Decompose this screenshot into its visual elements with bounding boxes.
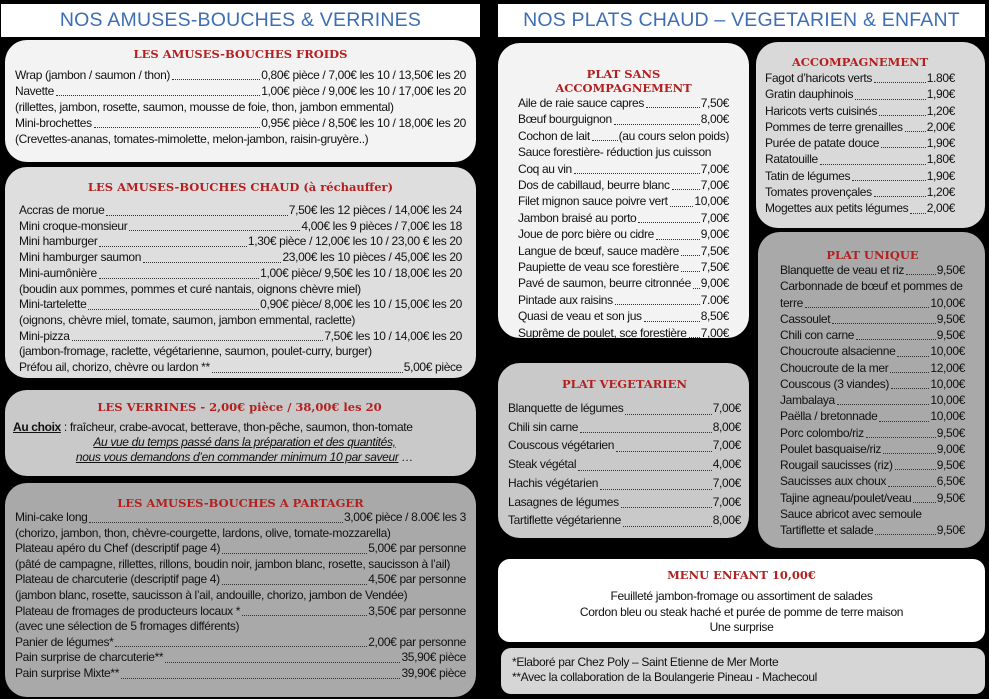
menu-item (508, 511, 741, 530)
item-description: Sauce abricot avec semoule (780, 506, 922, 521)
item-price: 8,00€ (712, 419, 741, 434)
item-price: 1,30€ pièce / 12,00€ les 10 / 23,00 € les 20 (247, 234, 462, 249)
section-plat-unique (758, 232, 985, 548)
item-price: 35,90€ pièce (401, 650, 466, 665)
item-description: Sauce forestière- réduction jus cuisson (518, 145, 712, 160)
item-price: 10,00€ (930, 409, 965, 424)
verrines-note-1 (13, 435, 466, 450)
item-name: Plateau apéro du Chef (descriptif page 4) (15, 541, 221, 556)
item-name: Gratin dauphinois (765, 87, 854, 102)
item-name: Panier de légumes* (15, 634, 114, 649)
item-description: (jambon blanc, rosette, saucisson à l’ail, andouille, chorizo, jambon de Vendée) (15, 587, 408, 602)
item-price: 7,50€ les 10 / 14,00€ les 20 (324, 328, 462, 343)
menu-item (15, 67, 466, 83)
item-price: 7,00€ (700, 161, 729, 176)
section-amuses-bouches-froids (5, 40, 476, 162)
menu-item (780, 522, 965, 538)
item-name: Steak végétal (508, 457, 577, 472)
item-name: Wrap (jambon / saumon / thon) (15, 68, 171, 82)
item-description: (boudin aux pommes, pommes et curé nantais, oignons chèvre miel) (19, 281, 361, 296)
menu-item (19, 234, 462, 250)
menu-item (19, 329, 462, 345)
dot-leader (693, 288, 700, 289)
item-name: Rougail saucisses (riz) (780, 458, 893, 472)
item-name: Mini-cake long (15, 510, 88, 524)
item-name: Couscous (3 viandes) (780, 376, 890, 391)
item-price: 10,00€ (930, 344, 965, 359)
menu-item (518, 161, 729, 177)
dot-leader (121, 678, 400, 679)
section-title: LES AMUSES-BOUCHES FROIDS (133, 47, 348, 61)
item-name: Dos de cabillaud, beurre blanc (518, 178, 670, 193)
section-plat-sans-accompagnement (498, 43, 749, 338)
dot-leader (212, 372, 403, 373)
item-description: Feuilleté jambon-fromage ou assortiment de salades (610, 589, 873, 603)
item-price: 3,00€ pièce / 8.00€ les 3 (343, 510, 466, 524)
item-name: Couscous végétarien (508, 438, 615, 453)
dot-leader (881, 147, 926, 148)
item-price: 1,00€ pièce/ 9,50€ les 10 / 18,00€ les 20 (260, 265, 462, 280)
item-price: 10,00€ (694, 194, 729, 209)
dot-leader (644, 321, 700, 322)
item-name: Tomates provençales (765, 185, 872, 200)
dot-leader (910, 213, 925, 214)
dot-leader (580, 432, 712, 433)
item-description: *Elaboré par Chez Poly – Saint Etienne de Mer Morte (512, 655, 779, 669)
dot-leader (615, 304, 700, 305)
menu-item (508, 399, 741, 418)
dot-leader (56, 95, 260, 96)
dot-leader (879, 421, 929, 422)
item-name: Pavé de saumon, beurre citronnée (518, 276, 691, 291)
item-name: Poulet basquaise/riz (780, 441, 882, 456)
dot-leader (165, 662, 400, 663)
dot-leader (879, 115, 926, 116)
dot-leader (592, 140, 618, 141)
dot-leader (99, 278, 259, 279)
menu-item (780, 327, 965, 343)
item-description: **Avec la collaboration de la Boulangerie Pineau - Machecoul (512, 669, 817, 684)
item-price: 10,00€ (930, 376, 965, 391)
item-price: 9,50€ (936, 490, 965, 505)
item-price: 9,00€ (700, 276, 729, 291)
dot-leader (897, 356, 929, 357)
item-price: 1,20€ (926, 185, 955, 200)
choix-label: Au choix (13, 420, 61, 434)
section-title: PLAT VEGETARIEN (562, 377, 687, 391)
item-price: 3,50€ par personne (368, 603, 466, 618)
dot-leader (875, 534, 935, 535)
dot-leader (856, 339, 936, 340)
menu-item (780, 408, 965, 424)
item-name: Mini croque-monsieur (19, 218, 128, 233)
item-price: 9,50€ (936, 263, 965, 277)
menu-item (508, 493, 741, 512)
item-price: 7,00€ (700, 178, 729, 193)
dot-leader (832, 323, 936, 324)
menu-item (765, 119, 955, 135)
item-price: 12,00€ (930, 360, 965, 375)
item-name: Chili sin carne (508, 419, 579, 434)
item-name: Pain surprise de charcuterie** (15, 650, 164, 665)
menu-item (780, 425, 965, 441)
section-title: ACCOMPAGNEMENT (791, 55, 929, 69)
item-name: Chili con carne (780, 328, 855, 342)
menu-item (15, 572, 466, 588)
dot-leader (890, 372, 929, 373)
item-name: Cochon de lait (518, 128, 590, 143)
menu-item (780, 295, 965, 311)
menu-item (780, 457, 965, 473)
dot-leader (905, 131, 926, 132)
item-price: 8,00€ (712, 513, 741, 528)
menu-item (780, 343, 965, 359)
item-description: (rillettes, jambon, rosette, saumon, mousse de foie, thon, jambon emmental) (15, 100, 394, 114)
menu-item (518, 275, 729, 291)
menu-item (518, 111, 729, 127)
menu-item (765, 200, 955, 216)
item-name: Cassoulet (780, 311, 831, 326)
menu-item (518, 325, 729, 341)
item-price: 7,50€ (700, 243, 729, 258)
item-name: Mini-pizza (19, 328, 70, 343)
item-name: Purée de patate douce (765, 136, 880, 151)
dot-leader (222, 553, 367, 554)
item-price: 7,00€ (712, 438, 741, 453)
section-title: LES AMUSES-BOUCHES A PARTAGER (117, 496, 364, 510)
dot-leader (72, 340, 324, 341)
item-description: Cordon bleu ou steak haché et purée de pomme de terre maison (579, 604, 904, 619)
section-footnotes (501, 648, 985, 694)
item-name: Mini hamburger saumon (19, 250, 142, 265)
menu-item (19, 266, 462, 282)
menu-item (765, 86, 955, 102)
item-price: 7,00€ (712, 475, 741, 490)
item-name: Pintade aux raisins (518, 292, 613, 307)
dot-leader (805, 307, 929, 308)
item-name: Préfou ail, chorizo, chèvre ou lardon ** (19, 360, 210, 375)
item-price: 7,50€ les 12 pièces / 14,00€ les 24 (288, 203, 462, 217)
menu-item (19, 219, 462, 235)
menu-item (518, 226, 729, 242)
item-price: 0,80€ pièce / 7,00€ les 10 / 13,50€ les 20 (261, 68, 466, 82)
verrines-note-2 (13, 450, 466, 465)
dot-leader (820, 164, 926, 165)
dot-leader (866, 437, 936, 438)
menu-item (19, 203, 462, 219)
dot-leader (681, 255, 700, 256)
section-title: LES VERRINES - 2,00€ pièce / 38,00€ les 20 (97, 400, 382, 414)
dot-leader (623, 526, 712, 527)
menu-item (780, 376, 965, 392)
menu-item (780, 490, 965, 506)
item-name: Tajine agneau/poulet/veau (780, 490, 912, 505)
menu-item (19, 250, 462, 266)
item-name: Joue de porc bière ou cidre (518, 227, 654, 242)
item-name: Filet mignon sauce poivre vert (518, 194, 668, 209)
item-name: Blanquette de veau et riz (780, 263, 905, 277)
dot-leader (891, 388, 929, 389)
menu-item (508, 436, 741, 455)
menu-item (15, 510, 466, 526)
item-name: Ratatouille (765, 152, 818, 167)
menu-item (518, 128, 729, 144)
dot-leader (895, 469, 936, 470)
item-price: 2,00€ (926, 119, 955, 134)
dot-leader (242, 615, 367, 616)
item-price: 7,50€ (700, 260, 729, 275)
dot-leader (578, 470, 712, 471)
item-description: (avec une sélection de 5 fromages différents) (15, 619, 240, 634)
menu-item (15, 666, 466, 682)
item-price: 7,00€ (712, 401, 741, 415)
menu-item (518, 243, 729, 259)
dot-leader (143, 262, 281, 263)
item-name: Tartiflette et salade (780, 523, 874, 537)
dot-leader (222, 584, 367, 585)
item-description: (Crevettes-ananas, tomates-mimolette, melon-jambon, raisin-gruyère..) (15, 132, 369, 146)
item-price: 7,00€ (700, 325, 729, 340)
menu-item (518, 308, 729, 324)
dot-leader (638, 222, 699, 223)
note-tail: … (398, 450, 414, 464)
menu-item (518, 193, 729, 209)
menu-item (780, 311, 965, 327)
item-name: Suprême de poulet, sce forestière (518, 325, 687, 340)
dot-leader (106, 215, 287, 216)
item-name: Langue de bœuf, sauce madère (518, 243, 679, 258)
dot-leader (646, 107, 700, 108)
dot-leader (874, 196, 926, 197)
dot-leader (129, 230, 300, 231)
dot-leader (88, 309, 259, 310)
item-price: 8,00€ (700, 112, 729, 127)
note-text: Au vue du temps passé dans la préparation et des quantités, (93, 435, 396, 449)
section-title: PLAT UNIQUE (826, 248, 919, 262)
section-title: PLAT SANS ACCOMPAGNEMENT (555, 67, 692, 95)
menu-item (765, 103, 955, 119)
item-name: Coq au vin (518, 161, 572, 176)
header-plats-chauds: NOS PLATS CHAUD – VEGETARIEN & ENFANT (498, 4, 985, 37)
choix-text: : fraîcheur, crabe-avocat, betterave, thon-pêche, saumon, thon-tomate (60, 420, 413, 434)
dot-leader (888, 486, 936, 487)
dot-leader (670, 206, 694, 207)
menu-item (15, 635, 466, 651)
menu-item (780, 392, 965, 408)
menu-item (765, 151, 955, 167)
item-price: 0,95€ pièce / 8,50€ les 10 / 18,00€ les 20 (261, 116, 466, 130)
item-name: Choucroute de la mer (780, 360, 889, 375)
item-price: 5,00€ pièce (403, 360, 462, 375)
item-name: Choucroute alsacienne (780, 344, 896, 359)
item-price: 9,50€ (936, 311, 965, 326)
item-name: Saucisses aux choux (780, 474, 887, 489)
menu-item (508, 455, 741, 474)
dot-leader (883, 453, 936, 454)
item-name: Tatin de légumes (765, 168, 851, 183)
item-name: Pommes de terre grenailles (765, 119, 903, 134)
dot-leader (625, 414, 711, 415)
item-name: Jambalaya (780, 393, 835, 407)
note-text: nous vous demandons d’en commander minimum 10 par saveur (75, 450, 399, 464)
item-description: (pâté de campagne, rillettes, rillons, boudin noir, jambon blanc, rosette, saucisson à l’ail) (15, 556, 451, 571)
item-name: Paëlla / bretonnade (780, 409, 878, 424)
item-price: 9,50€ (936, 523, 965, 537)
menu-item (765, 135, 955, 151)
item-name: Blanquette de légumes (508, 401, 624, 415)
menu-item (780, 473, 965, 489)
item-price: 5,00€ par personne (368, 541, 466, 556)
dot-leader (614, 124, 700, 125)
item-price: 0,90€ pièce/ 8,00€ les 10 / 15,00€ les 20 (260, 297, 462, 312)
item-price: 23,00€ les 10 pièces / 45,00€ les 20 (282, 250, 462, 265)
dot-leader (913, 502, 935, 503)
dot-leader (837, 404, 930, 405)
item-name: Quasi de veau et son jus (518, 309, 642, 324)
menu-item (15, 115, 466, 131)
menu-item (15, 541, 466, 557)
menu-item (508, 474, 741, 493)
item-price: 7.00€ (700, 292, 729, 307)
item-price: 4,00€ (712, 457, 741, 472)
item-price: 1,80€ (926, 152, 955, 167)
dot-leader (855, 99, 926, 100)
dot-leader (681, 271, 700, 272)
item-name: Aile de raie sauce capres (518, 96, 644, 110)
item-name: Mogettes aux petits légumes (765, 201, 909, 216)
item-price: 9,50€ (936, 425, 965, 440)
menu-item (780, 262, 965, 278)
menu-item (518, 210, 729, 226)
item-price: 1,00€ pièce / 9,00€ les 10 / 17,00€ les 20 (261, 84, 466, 98)
item-price: (au cours selon poids) (618, 128, 729, 143)
item-description: Une surprise (709, 620, 774, 634)
item-price: 4,00€ les 9 pièces / 7,00€ les 18 (301, 218, 462, 233)
item-name: Jambon braisé au porto (518, 210, 637, 225)
section-amuses-bouches-chaud (5, 167, 476, 378)
menu-item (15, 83, 466, 99)
item-price: 39,90€ pièce (401, 665, 466, 680)
dot-leader (672, 189, 700, 190)
menu-item (765, 168, 955, 184)
section-title: MENU ENFANT 10,00€ (667, 568, 816, 582)
section-verrines (5, 390, 476, 476)
dot-leader (89, 522, 343, 523)
dot-leader (906, 274, 936, 275)
menu-item (518, 259, 729, 275)
item-price: 9,00€ (700, 227, 729, 242)
item-price: 7,00€ (712, 494, 741, 509)
dot-leader (115, 646, 367, 647)
item-price: 1,90€ (926, 136, 955, 151)
dot-leader (94, 127, 260, 128)
item-description: (jambon-fromage, raclette, végétarienne, saumon, poulet-curry, burger) (19, 344, 372, 359)
item-price: 9,50€ (936, 328, 965, 342)
menu-item (15, 650, 466, 666)
item-price: 1,20€ (926, 103, 955, 118)
item-name: Mini-tartelette (19, 297, 87, 312)
item-price: 2,00€ par personne (368, 634, 466, 649)
menu-item (780, 441, 965, 457)
dot-leader (852, 180, 926, 181)
item-price: 9,00€ (936, 441, 965, 456)
menu-item (15, 604, 466, 620)
dot-leader (600, 489, 712, 490)
menu-item (518, 95, 729, 111)
item-price: 10,00€ (930, 295, 965, 310)
item-description: (chorizo, jambon, thon, chèvre-courgette, lardons, olive, tomate-mozzarella) (15, 525, 391, 540)
dot-leader (874, 82, 926, 83)
section-plat-vegetarien (498, 363, 749, 538)
item-name: Haricots verts cuisinés (765, 103, 877, 118)
menu-item (780, 360, 965, 376)
item-name: Bœuf bourguignon (518, 112, 612, 127)
section-title: LES AMUSES-BOUCHES CHAUD (à réchauffer) (87, 180, 394, 194)
menu-item (765, 70, 955, 86)
item-price: 4,50€ par personne (368, 572, 466, 587)
dot-leader (99, 246, 246, 247)
item-name: Tartiflette végétarienne (508, 513, 622, 528)
item-price: 1,90€ (926, 87, 955, 102)
menu-item (518, 292, 729, 308)
item-price: 9,50€ (936, 458, 965, 472)
dot-leader (689, 337, 700, 338)
item-name: Mini hamburger (19, 234, 98, 249)
dot-leader (574, 173, 700, 174)
item-name: Pain surprise Mixte** (15, 665, 120, 680)
menu-item (19, 297, 462, 313)
item-description: (oignons, chèvre miel, tomate, saumon, jambon emmental, raclette) (19, 312, 356, 327)
dot-leader (172, 79, 260, 80)
menu-item (19, 360, 462, 376)
dot-leader (621, 507, 712, 508)
item-name: Plateau de fromages de producteurs locaux * (15, 603, 241, 618)
verrines-choix (13, 419, 466, 435)
menu-item (518, 177, 729, 193)
item-name: Lasagnes de légumes (508, 494, 619, 509)
section-menu-enfant (498, 559, 985, 642)
item-price: 1,90€ (926, 168, 955, 183)
section-accompagnement (756, 42, 985, 228)
item-price: 1.80€ (926, 71, 955, 85)
item-name: Plateau de charcuterie (descriptif page 4) (15, 572, 220, 587)
header-amuses-bouches: NOS AMUSES-BOUCHES & VERRINES (1, 4, 480, 37)
item-name: Navette (15, 84, 54, 98)
item-price: 6,50€ (936, 474, 965, 489)
item-name: terre (780, 295, 803, 310)
section-amuses-bouches-a-partager (5, 483, 476, 697)
item-price: 2,00€ (926, 201, 955, 216)
item-price: 10,00€ (930, 393, 965, 407)
item-name: Mini-brochettes (15, 116, 92, 130)
item-name: Porc colombo/riz (780, 425, 864, 440)
menu-item (508, 418, 741, 437)
item-price: 7,50€ (700, 96, 729, 110)
menu-item (765, 184, 955, 200)
item-price: 8,50€ (700, 309, 729, 324)
item-name: Paupiette de veau sce forestière (518, 260, 679, 275)
item-description: Carbonnade de bœuf et pommes de (780, 279, 963, 294)
dot-leader (656, 239, 700, 240)
item-name: Fagot d’haricots verts (765, 71, 873, 85)
dot-leader (616, 451, 712, 452)
item-name: Mini-aumônière (19, 265, 97, 280)
item-name: Accras de morue (19, 203, 105, 217)
item-name: Hachis végétarien (508, 475, 599, 490)
item-price: 7,00€ (700, 210, 729, 225)
